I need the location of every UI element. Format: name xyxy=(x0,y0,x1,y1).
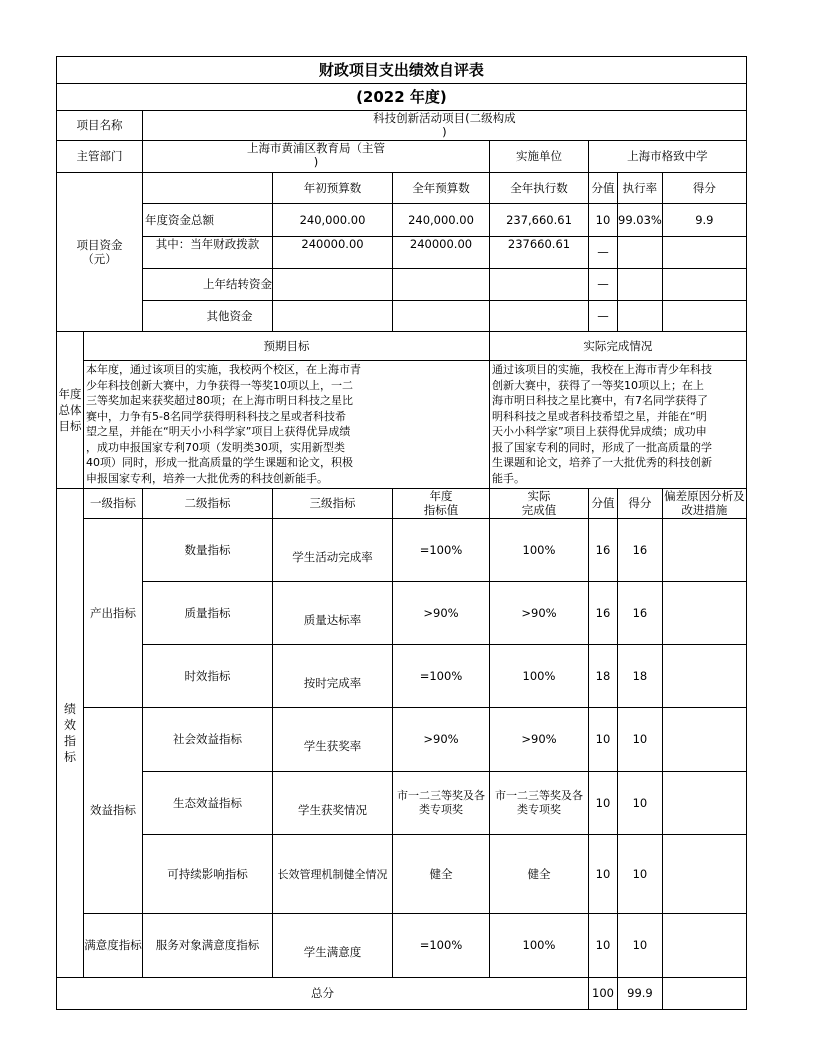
perf-header-actual-cell xyxy=(490,489,589,519)
funds-row-score xyxy=(662,237,746,269)
indicator-level2: 社会效益指标 xyxy=(143,708,273,772)
funds-row-executed xyxy=(490,269,589,301)
indicator-actual: >90% xyxy=(490,582,589,645)
evaluation-sheet xyxy=(56,56,747,1010)
indicator-reason xyxy=(662,708,746,772)
indicator-level2: 数量指标 xyxy=(143,519,273,582)
indicator-score: 10 xyxy=(618,914,663,978)
total-score: 99.9 xyxy=(618,978,663,1010)
project-name-cell xyxy=(143,111,747,141)
total-label: 总分 xyxy=(57,978,589,1010)
indicator-level2: 生态效益指标 xyxy=(143,772,273,835)
funds-row-score xyxy=(662,301,746,332)
funds-row-annual xyxy=(393,301,490,332)
indicator-actual: 100% xyxy=(490,645,589,708)
indicator-target: 市一二三等奖及各 类专项奖 xyxy=(397,789,485,816)
funds-row-name: 上年结转资金 xyxy=(143,269,273,301)
indicator-target: =100% xyxy=(393,914,490,978)
funds-row-rate xyxy=(618,237,663,269)
perf-label-cell xyxy=(57,489,84,978)
funds-row-score: 9.9 xyxy=(662,204,746,237)
perf-header-actual: 实际 完成值 xyxy=(521,489,557,517)
funds-header-blank xyxy=(143,173,273,204)
indicator-target: >90% xyxy=(393,582,490,645)
funds-row-score-value: 10 xyxy=(589,204,618,237)
indicator-reason xyxy=(662,519,746,582)
indicator-score-value: 10 xyxy=(589,835,618,914)
indicator-reason xyxy=(662,645,746,708)
indicator-score: 10 xyxy=(618,772,663,835)
funds-row-executed: 237660.61 xyxy=(490,237,589,269)
dept-cell xyxy=(143,141,490,173)
perf-header-target-cell xyxy=(393,489,490,519)
funds-row-score-value: — xyxy=(589,269,618,301)
perf-header-score-value: 分值 xyxy=(589,489,618,519)
funds-row-initial: 240000.00 xyxy=(273,237,393,269)
impl-label: 实施单位 xyxy=(490,141,589,173)
evaluation-table xyxy=(56,56,747,1010)
indicator-score-value: 16 xyxy=(589,582,618,645)
indicator-level2: 时效指标 xyxy=(143,645,273,708)
funds-row-name: 其中：当年财政拨款 xyxy=(143,237,273,269)
funds-row-annual: 240,000.00 xyxy=(393,204,490,237)
indicator-score-value: 18 xyxy=(589,645,618,708)
indicator-score: 16 xyxy=(618,519,663,582)
project-name-label: 项目名称 xyxy=(57,111,143,141)
project-name-value: 科技创新活动项目(二级构成 ) xyxy=(373,111,516,139)
indicator-level3: 学生获奖率 xyxy=(273,708,393,772)
indicator-level3: 学生满意度 xyxy=(273,914,393,978)
indicator-actual: 100% xyxy=(490,519,589,582)
indicator-score: 10 xyxy=(618,835,663,914)
funds-row-annual xyxy=(393,269,490,301)
funds-row-executed: 237,660.61 xyxy=(490,204,589,237)
group-benefit: 效益指标 xyxy=(84,708,143,914)
indicator-level3: 学生获奖情况 xyxy=(273,772,393,835)
perf-header-level3: 三级指标 xyxy=(273,489,393,519)
indicator-target: 健全 xyxy=(393,835,490,914)
impl-value: 上海市格致中学 xyxy=(589,141,747,173)
funds-row-executed xyxy=(490,301,589,332)
indicator-score: 10 xyxy=(618,708,663,772)
goals-label: 年度 总体 目标 xyxy=(58,387,82,433)
indicator-target: =100% xyxy=(393,645,490,708)
form-title: 财政项目支出绩效自评表 xyxy=(57,57,747,84)
indicator-score-value: 16 xyxy=(589,519,618,582)
indicator-level3: 质量达标率 xyxy=(273,582,393,645)
indicator-level3: 按时完成率 xyxy=(273,645,393,708)
funds-row-initial xyxy=(273,269,393,301)
perf-header-score: 得分 xyxy=(618,489,663,519)
indicator-actual: 健全 xyxy=(490,835,589,914)
funds-row-annual: 240000.00 xyxy=(393,237,490,269)
funds-label-cell xyxy=(57,173,143,332)
indicator-target-cell xyxy=(393,772,490,835)
indicator-actual: 100% xyxy=(490,914,589,978)
indicator-score: 18 xyxy=(618,645,663,708)
indicator-level3: 长效管理机制健全情况 xyxy=(273,835,393,914)
funds-row-initial xyxy=(273,301,393,332)
funds-header-annual: 全年预算数 xyxy=(393,173,490,204)
indicator-reason xyxy=(662,835,746,914)
indicator-score: 16 xyxy=(618,582,663,645)
indicator-actual: >90% xyxy=(490,708,589,772)
group-satisfaction: 满意度指标 xyxy=(84,914,143,978)
indicator-reason xyxy=(662,772,746,835)
funds-row-rate xyxy=(618,269,663,301)
funds-row-rate xyxy=(618,301,663,332)
indicator-actual: 市一二三等奖及各 类专项奖 xyxy=(495,789,583,816)
funds-header-executed: 全年执行数 xyxy=(490,173,589,204)
dept-label: 主管部门 xyxy=(57,141,143,173)
total-score-value: 100 xyxy=(589,978,618,1010)
funds-row-score-value: — xyxy=(589,237,618,269)
actual-goal-text: 通过该项目的实施，我校在上海市青少年科技 创新大赛中，获得了一等奖10项以上；在上 海市明日科技之星比赛中，有7名同学获得了 明科科技之星或者科技希望之星，并能在“明 天小小科学家”项目上获得优异成绩；成功申 报了国家专利的同时，形成了一批高质量的学 生课题和论文，培养了一大批优秀的科技创新 能手。 xyxy=(490,361,747,489)
perf-header-reason-cell xyxy=(662,489,746,519)
actual-goal-header: 实际完成情况 xyxy=(490,332,747,361)
funds-row-initial: 240,000.00 xyxy=(273,204,393,237)
funds-header-rate: 执行率 xyxy=(618,173,663,204)
indicator-level3: 学生活动完成率 xyxy=(273,519,393,582)
perf-header-target: 年度 指标值 xyxy=(423,489,459,517)
funds-header-initial: 年初预算数 xyxy=(273,173,393,204)
expected-goal-header: 预期目标 xyxy=(84,332,490,361)
perf-header-level2: 二级指标 xyxy=(143,489,273,519)
funds-row-name: 其他资金 xyxy=(143,301,273,332)
group-output: 产出指标 xyxy=(84,519,143,708)
indicator-level2: 质量指标 xyxy=(143,582,273,645)
indicator-target: =100% xyxy=(393,519,490,582)
indicator-target: >90% xyxy=(393,708,490,772)
total-reason xyxy=(662,978,746,1010)
funds-row-score xyxy=(662,269,746,301)
dept-value: 上海市黄浦区教育局（主管 ) xyxy=(247,141,385,169)
funds-label: 项目资金 （元） xyxy=(76,237,123,266)
funds-row-rate: 99.03% xyxy=(618,204,663,237)
expected-goal-text: 本年度，通过该项目的实施，我校两个校区，在上海市青 少年科技创新大赛中，力争获得一等奖10项以上，一二 三等奖加起来获奖超过80项；在上海市明日科技之星比 赛中，力争有5-8名同学获得明科科技之星或者科技希 望之星，并能在“明天小小科学家”项目上获得优异成绩 ，成功申报国家专利70项（发明类30项，实用新型类 40项）同时，形成一批高质量的学生课题和论文，积极 申报国家专利，培养一大批优秀的科技创新能手。 xyxy=(84,361,490,489)
indicator-reason xyxy=(662,914,746,978)
funds-header-score-value: 分值 xyxy=(589,173,618,204)
indicator-actual-cell xyxy=(490,772,589,835)
indicator-score-value: 10 xyxy=(589,914,618,978)
perf-header-level1: 一级指标 xyxy=(84,489,143,519)
indicator-score-value: 10 xyxy=(589,708,618,772)
form-year: (2022 年度) xyxy=(57,84,747,111)
funds-row-score-value: — xyxy=(589,301,618,332)
indicator-level2: 可持续影响指标 xyxy=(143,835,273,914)
funds-header-score: 得分 xyxy=(662,173,746,204)
indicator-level2: 服务对象满意度指标 xyxy=(143,914,273,978)
perf-header-reason: 偏差原因分析及 改进措施 xyxy=(664,489,745,517)
funds-row-name: 年度资金总额 xyxy=(143,204,273,237)
indicator-reason xyxy=(662,582,746,645)
perf-label: 绩 效 指 标 xyxy=(63,702,76,764)
indicator-score-value: 10 xyxy=(589,772,618,835)
goals-label-cell xyxy=(57,332,84,489)
